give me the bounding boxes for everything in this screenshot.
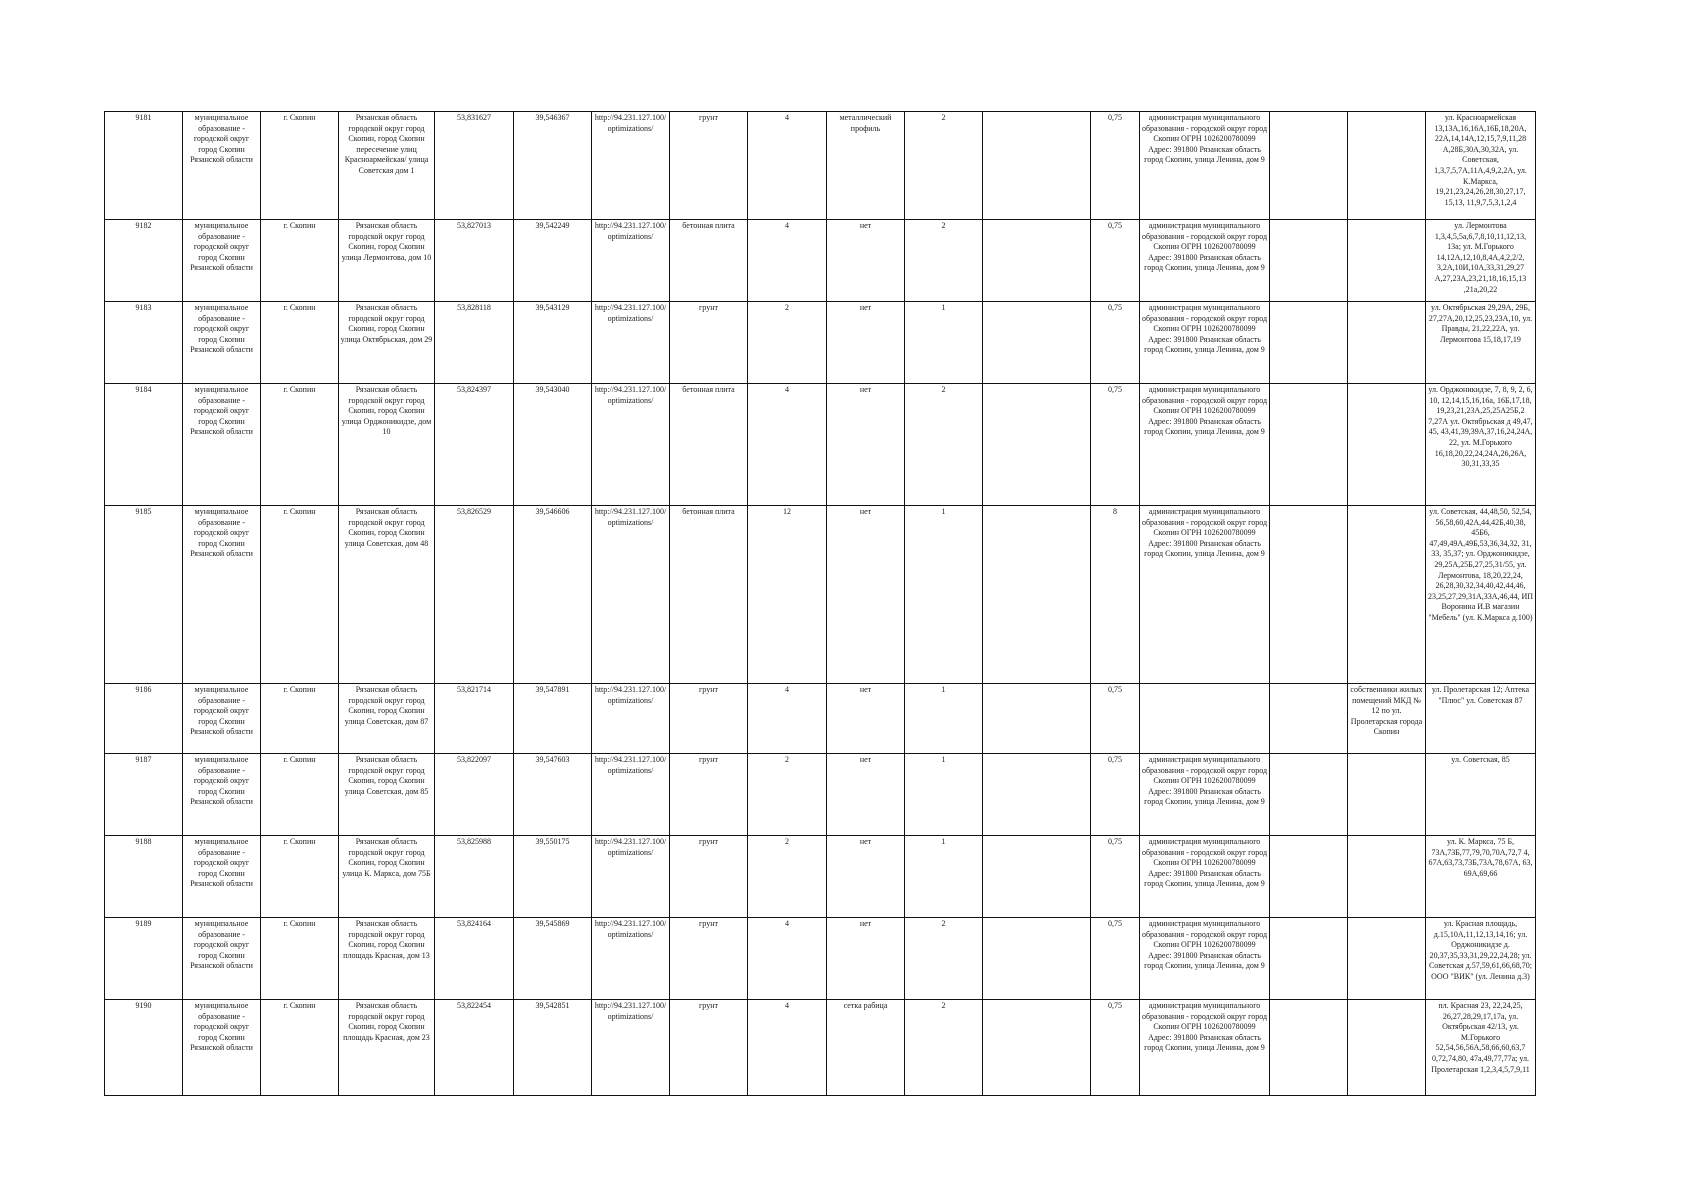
cell-longitude: 39,542851 [514, 1000, 592, 1096]
cell-operator: администрация муниципального образования - городской округ город Скопин ОГРН 1026200780099 Адрес: 391800 Рязанская область город Скопин, улица Ленина, дом 9 [1140, 112, 1270, 220]
cell-owner: муниципальное образование - городской округ город Скопин Рязанской области [183, 918, 261, 1000]
cell-containers: 2 [905, 220, 983, 302]
cell-area: 12 [748, 506, 827, 684]
cell-longitude: 39,543040 [514, 384, 592, 506]
cell-empty [983, 506, 1091, 684]
cell-fence: нет [827, 684, 905, 754]
cell-volume: 0,75 [1091, 836, 1140, 918]
cell-address: Рязанская область городской округ город Скопин, город Скопин улица Лермонтова, дом 10 [339, 220, 435, 302]
cell-id: 9190 [105, 1000, 183, 1096]
cell-containers: 1 [905, 836, 983, 918]
cell-empty [983, 754, 1091, 836]
cell-latitude: 53,827013 [435, 220, 514, 302]
cell-latitude: 53,831627 [435, 112, 514, 220]
cell-longitude: 39,543129 [514, 302, 592, 384]
cell-fence: нет [827, 220, 905, 302]
cell-url: http://94.231.127.100/optimizations/ [592, 684, 670, 754]
cell-surface: грунт [670, 754, 748, 836]
cell-city: г. Скопин [261, 918, 339, 1000]
cell-id: 9185 [105, 506, 183, 684]
cell-id: 9184 [105, 384, 183, 506]
cell-address: Рязанская область городской округ город Скопин, город Скопин улица Советская, дом 85 [339, 754, 435, 836]
cell-address: Рязанская область городской округ город Скопин, город Скопин улица Октябрьская, дом 29 [339, 302, 435, 384]
cell-served-addresses: ул. Октябрьская 29,29А, 29Б, 27,27А,20,12,25,23,23А,10, ул. Правды, 21,22,22А, ул. Лермонтова 15,18,17,19 [1426, 302, 1536, 384]
cell-id: 9189 [105, 918, 183, 1000]
cell-id: 9182 [105, 220, 183, 302]
cell-owner-residents [1348, 1000, 1426, 1096]
cell-longitude: 39,545869 [514, 918, 592, 1000]
cell-fence: нет [827, 754, 905, 836]
cell-id: 9187 [105, 754, 183, 836]
table-row [105, 220, 1536, 302]
cell-served-addresses: ул. Красноармейская 13,13А,16,16А,16Б,18,20А, 22А,14,14А,12,15,7,9,11,28 А,28Б,30А,30,32А, ул. Советская, 1,3,7,5,7А,11А,4,9,2,2А, ул. К.Маркса, 19,21,23,24,26,28,30,27,17, 15,13, 11,9,7,5,3,1,2,4 [1426, 112, 1536, 220]
registry-sheet [104, 111, 1535, 1096]
cell-fence: сетка рабица [827, 1000, 905, 1096]
cell-city: г. Скопин [261, 384, 339, 506]
cell-url: http://94.231.127.100/optimizations/ [592, 918, 670, 1000]
table-row [105, 302, 1536, 384]
cell-city: г. Скопин [261, 506, 339, 684]
cell-operator: администрация муниципального образования - городской округ город Скопин ОГРН 1026200780099 Адрес: 391800 Рязанская область город Скопин, улица Ленина, дом 9 [1140, 1000, 1270, 1096]
cell-owner-residents: собственники жилых помещений МКД № 12 по ул. Пролетарская города Скопин [1348, 684, 1426, 754]
cell-surface: бетонная плита [670, 506, 748, 684]
cell-volume: 0,75 [1091, 754, 1140, 836]
cell-extra [1270, 754, 1348, 836]
cell-owner: муниципальное образование - городской округ город Скопин Рязанской области [183, 506, 261, 684]
table-row [105, 384, 1536, 506]
cell-fence: нет [827, 918, 905, 1000]
cell-operator: администрация муниципального образования - городской округ город Скопин ОГРН 1026200780099 Адрес: 391800 Рязанская область город Скопин, улица Ленина, дом 9 [1140, 836, 1270, 918]
cell-address: Рязанская область городской округ город Скопин, город Скопин площадь Красная, дом 23 [339, 1000, 435, 1096]
cell-url: http://94.231.127.100/optimizations/ [592, 1000, 670, 1096]
cell-fence: нет [827, 836, 905, 918]
cell-operator: администрация муниципального образования - городской округ город Скопин ОГРН 1026200780099 Адрес: 391800 Рязанская область город Скопин, улица Ленина, дом 9 [1140, 918, 1270, 1000]
cell-extra [1270, 918, 1348, 1000]
cell-operator: администрация муниципального образования - городской округ город Скопин ОГРН 1026200780099 Адрес: 391800 Рязанская область город Скопин, улица Ленина, дом 9 [1140, 384, 1270, 506]
table-row [105, 112, 1536, 220]
cell-empty [983, 836, 1091, 918]
cell-surface: бетонная плита [670, 220, 748, 302]
cell-served-addresses: ул. Лермонтова 1,3,4,5,5а,6,7,8,10,11,12,13, 13а; ул. М.Горького 14,12А,12,10,8,4А,4,2,2/2, 3,2А,10И,10А,33,31,29,27 А,27,23А,23,21,18,16,15,13 ,21а,20,22 [1426, 220, 1536, 302]
cell-owner-residents [1348, 918, 1426, 1000]
cell-operator: администрация муниципального образования - городской округ город Скопин ОГРН 1026200780099 Адрес: 391800 Рязанская область город Скопин, улица Ленина, дом 9 [1140, 220, 1270, 302]
cell-owner: муниципальное образование - городской округ город Скопин Рязанской области [183, 112, 261, 220]
cell-url: http://94.231.127.100/optimizations/ [592, 836, 670, 918]
cell-surface: грунт [670, 918, 748, 1000]
table-row [105, 684, 1536, 754]
cell-served-addresses: ул. Красная площадь, д.15,10А,11,12,13,14,16; ул. Орджоникидзе д. 20,37,35,33,31,29,22,24,28; ул. Советская д.57,59,61,66,68,70; ООО "ВИК" (ул. Ленина д.3) [1426, 918, 1536, 1000]
cell-volume: 8 [1091, 506, 1140, 684]
cell-operator [1140, 684, 1270, 754]
cell-url: http://94.231.127.100/optimizations/ [592, 506, 670, 684]
cell-owner-residents [1348, 754, 1426, 836]
cell-extra [1270, 1000, 1348, 1096]
cell-url: http://94.231.127.100/optimizations/ [592, 302, 670, 384]
cell-address: Рязанская область городской округ город Скопин, город Скопин улица Советская, дом 87 [339, 684, 435, 754]
cell-latitude: 53,824164 [435, 918, 514, 1000]
cell-id: 9186 [105, 684, 183, 754]
cell-url: http://94.231.127.100/optimizations/ [592, 112, 670, 220]
cell-extra [1270, 384, 1348, 506]
cell-volume: 0,75 [1091, 220, 1140, 302]
cell-longitude: 39,546367 [514, 112, 592, 220]
cell-operator: администрация муниципального образования - городской округ город Скопин ОГРН 1026200780099 Адрес: 391800 Рязанская область город Скопин, улица Ленина, дом 9 [1140, 302, 1270, 384]
cell-city: г. Скопин [261, 754, 339, 836]
cell-longitude: 39,550175 [514, 836, 592, 918]
cell-empty [983, 918, 1091, 1000]
cell-area: 4 [748, 1000, 827, 1096]
cell-volume: 0,75 [1091, 384, 1140, 506]
cell-volume: 0,75 [1091, 302, 1140, 384]
cell-operator: администрация муниципального образования - городской округ город Скопин ОГРН 1026200780099 Адрес: 391800 Рязанская область город Скопин, улица Ленина, дом 9 [1140, 754, 1270, 836]
cell-extra [1270, 220, 1348, 302]
cell-empty [983, 1000, 1091, 1096]
cell-owner-residents [1348, 506, 1426, 684]
cell-extra [1270, 836, 1348, 918]
cell-area: 2 [748, 302, 827, 384]
table-row [105, 918, 1536, 1000]
cell-surface: грунт [670, 302, 748, 384]
cell-volume: 0,75 [1091, 1000, 1140, 1096]
cell-owner-residents [1348, 302, 1426, 384]
cell-address: Рязанская область городской округ город Скопин, город Скопин улица Советская, дом 48 [339, 506, 435, 684]
cell-extra [1270, 302, 1348, 384]
cell-extra [1270, 506, 1348, 684]
cell-containers: 2 [905, 112, 983, 220]
cell-empty [983, 220, 1091, 302]
cell-latitude: 53,826529 [435, 506, 514, 684]
cell-city: г. Скопин [261, 220, 339, 302]
cell-operator: администрация муниципального образования - городской округ город Скопин ОГРН 1026200780099 Адрес: 391800 Рязанская область город Скопин, улица Ленина, дом 9 [1140, 506, 1270, 684]
cell-address: Рязанская область городской округ город Скопин, город Скопин площадь Красная, дом 13 [339, 918, 435, 1000]
cell-owner: муниципальное образование - городской округ город Скопин Рязанской области [183, 220, 261, 302]
cell-served-addresses: ул. Советская, 44,48,50, 52,54, 56,58,60,42А,44,42Б,40,38, 45Б6, 47,49,49А,49Б,53,36,34,32, 31, 33, 35,37; ул. Орджоникидзе, 29,25А,25Б,27,25,31/55, ул. Лермонтова, 18,20,22,24, 26,28,30,32,34,40,42,44,46, 23,25,27,29,31А,33А,46,44, ИП Воронина И.В магазин "Мебель" (ул. К.Маркса д.100) [1426, 506, 1536, 684]
cell-owner: муниципальное образование - городской округ город Скопин Рязанской области [183, 384, 261, 506]
cell-city: г. Скопин [261, 836, 339, 918]
cell-longitude: 39,542249 [514, 220, 592, 302]
cell-empty [983, 302, 1091, 384]
cell-owner: муниципальное образование - городской округ город Скопин Рязанской области [183, 302, 261, 384]
table-row [105, 506, 1536, 684]
cell-surface: грунт [670, 1000, 748, 1096]
cell-area: 4 [748, 684, 827, 754]
cell-area: 4 [748, 220, 827, 302]
cell-fence: металлический профиль [827, 112, 905, 220]
cell-volume: 0,75 [1091, 112, 1140, 220]
cell-latitude: 53,822454 [435, 1000, 514, 1096]
cell-area: 2 [748, 836, 827, 918]
cell-address: Рязанская область городской округ город Скопин, город Скопин пересечение улиц Красноармейская/ улица Советская дом 1 [339, 112, 435, 220]
cell-latitude: 53,825988 [435, 836, 514, 918]
cell-area: 4 [748, 112, 827, 220]
cell-owner-residents [1348, 384, 1426, 506]
cell-url: http://94.231.127.100/optimizations/ [592, 754, 670, 836]
cell-served-addresses: ул. Орджоникидзе, 7, 8, 9, 2, 6, 10, 12,14,15,16,16а, 16Б,17,18, 19,23,21,23А,25,25А25Б,2 7,27А ул. Октябрьская д 49,47, 45, 43,41,39,39А,37,16,24,24А, 22, ул. М.Горького 16,18,20,22,24,24А,26,26А, 30,31,33,35 [1426, 384, 1536, 506]
cell-volume: 0,75 [1091, 684, 1140, 754]
cell-city: г. Скопин [261, 684, 339, 754]
cell-served-addresses: ул. Пролетарская 12; Аптека "Плюс" ул. Советская 87 [1426, 684, 1536, 754]
cell-longitude: 39,547603 [514, 754, 592, 836]
cell-fence: нет [827, 302, 905, 384]
cell-owner-residents [1348, 220, 1426, 302]
cell-longitude: 39,546606 [514, 506, 592, 684]
cell-fence: нет [827, 506, 905, 684]
cell-served-addresses: пл. Красная 23, 22,24,25, 26,27,28,29,17,17а, ул. Октябрьская 42/13, ул. М.Горького 52,54,56,56А,58,66,60,63,7 0,72,74,80, 47а,49,77,77а; ул. Пролетарская 1,2,3,4,5,7,9,11 [1426, 1000, 1536, 1096]
cell-owner: муниципальное образование - городской округ город Скопин Рязанской области [183, 684, 261, 754]
cell-latitude: 53,824397 [435, 384, 514, 506]
cell-containers: 1 [905, 754, 983, 836]
cell-url: http://94.231.127.100/optimizations/ [592, 384, 670, 506]
cell-surface: грунт [670, 112, 748, 220]
cell-area: 2 [748, 754, 827, 836]
table-row [105, 754, 1536, 836]
cell-owner: муниципальное образование - городской округ город Скопин Рязанской области [183, 836, 261, 918]
cell-extra [1270, 112, 1348, 220]
cell-owner: муниципальное образование - городской округ город Скопин Рязанской области [183, 754, 261, 836]
registry-table-body [105, 112, 1536, 1096]
cell-empty [983, 112, 1091, 220]
cell-containers: 2 [905, 1000, 983, 1096]
cell-latitude: 53,821714 [435, 684, 514, 754]
cell-owner-residents [1348, 836, 1426, 918]
cell-containers: 2 [905, 384, 983, 506]
cell-surface: грунт [670, 836, 748, 918]
table-row [105, 836, 1536, 918]
cell-fence: нет [827, 384, 905, 506]
cell-surface: бетонная плита [670, 384, 748, 506]
cell-surface: грунт [670, 684, 748, 754]
cell-url: http://94.231.127.100/optimizations/ [592, 220, 670, 302]
cell-latitude: 53,828118 [435, 302, 514, 384]
cell-latitude: 53,822097 [435, 754, 514, 836]
cell-id: 9188 [105, 836, 183, 918]
cell-containers: 2 [905, 918, 983, 1000]
registry-table [104, 111, 1536, 1096]
cell-extra [1270, 684, 1348, 754]
cell-city: г. Скопин [261, 302, 339, 384]
cell-address: Рязанская область городской округ город Скопин, город Скопин улица Орджоникидзе, дом 10 [339, 384, 435, 506]
cell-volume: 0,75 [1091, 918, 1140, 1000]
cell-served-addresses: ул. Советская, 85 [1426, 754, 1536, 836]
cell-containers: 1 [905, 684, 983, 754]
cell-city: г. Скопин [261, 1000, 339, 1096]
cell-area: 4 [748, 918, 827, 1000]
cell-served-addresses: ул. К. Маркса, 75 Б, 73А,73Б,77,79,70,70А,72,7 4, 67А,63,73,73Б,73А,78,67А, 63, 69А,69,66 [1426, 836, 1536, 918]
cell-empty [983, 384, 1091, 506]
cell-id: 9183 [105, 302, 183, 384]
cell-owner-residents [1348, 112, 1426, 220]
cell-address: Рязанская область городской округ город Скопин, город Скопин улица К. Маркса, дом 75Б [339, 836, 435, 918]
cell-containers: 1 [905, 302, 983, 384]
cell-containers: 1 [905, 506, 983, 684]
table-row [105, 1000, 1536, 1096]
cell-id: 9181 [105, 112, 183, 220]
cell-owner: муниципальное образование - городской округ город Скопин Рязанской области [183, 1000, 261, 1096]
cell-city: г. Скопин [261, 112, 339, 220]
cell-empty [983, 684, 1091, 754]
cell-area: 4 [748, 384, 827, 506]
cell-longitude: 39,547891 [514, 684, 592, 754]
